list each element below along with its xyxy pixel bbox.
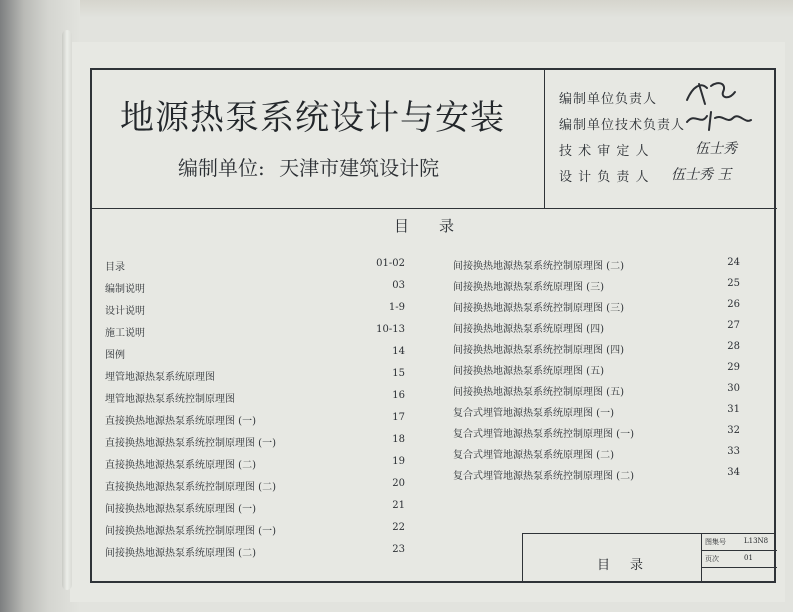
entry-title: 间接换热地源热泵系统控制原理图 (五) xyxy=(453,387,624,398)
signature-1 xyxy=(683,78,743,106)
signature-3: 伍士秀 xyxy=(695,141,737,157)
title-block xyxy=(90,68,544,209)
entry-title: 间接换热地源热泵系统原理图 (一) xyxy=(105,504,256,515)
responsibility-block xyxy=(544,68,777,209)
entry-page: 31 xyxy=(727,404,740,415)
contents-entry xyxy=(105,300,405,322)
atlas-number-row xyxy=(702,534,777,551)
entry-title: 设计说明 xyxy=(105,306,145,317)
entry-title: 间接换热地源热泵系统原理图 (五) xyxy=(453,366,604,377)
contents-entry xyxy=(105,498,405,520)
contents-entry xyxy=(453,402,748,423)
contents-entry xyxy=(453,297,748,318)
entry-title: 间接换热地源热泵系统原理图 (三) xyxy=(453,282,604,293)
entry-title: 复合式埋管地源热泵系统原理图 (二) xyxy=(453,450,614,461)
atlas-number: L13N8 xyxy=(744,537,769,545)
entry-page: 32 xyxy=(727,425,740,436)
entry-title: 埋管地源热泵系统控制原理图 xyxy=(105,394,235,405)
contents-entry xyxy=(453,465,748,486)
org-name: 天津市建筑设计院 xyxy=(279,156,440,180)
contents-entry xyxy=(453,423,748,444)
contents-entry xyxy=(105,476,405,498)
entry-title: 目录 xyxy=(105,262,125,273)
entry-page: 17 xyxy=(392,412,405,423)
entry-page: 34 xyxy=(727,467,740,478)
title-box xyxy=(522,533,776,583)
entry-title: 间接换热地源热泵系统原理图 (二) xyxy=(105,548,256,559)
entry-page: 24 xyxy=(727,257,740,268)
entry-page: 30 xyxy=(727,383,740,394)
signature-4: 伍士秀 王 xyxy=(671,167,732,183)
contents-entry xyxy=(105,388,405,410)
resp-label-4: 设 计 负 责 人 xyxy=(559,170,650,185)
entry-page: 15 xyxy=(392,368,405,379)
main-title: 地源热泵系统设计与安装 xyxy=(120,98,505,138)
contents-entry xyxy=(105,410,405,432)
contents-entry xyxy=(105,454,405,476)
entry-page: 16 xyxy=(392,390,405,401)
contents-entry xyxy=(453,381,748,402)
contents-entry xyxy=(105,520,405,542)
contents-entry xyxy=(453,339,748,360)
signature-2 xyxy=(685,108,755,132)
org-label: 编制单位: xyxy=(178,156,265,180)
org-line xyxy=(178,152,447,181)
entry-page: 19 xyxy=(392,456,405,467)
entry-title: 复合式埋管地源热泵系统控制原理图 (一) xyxy=(453,429,634,440)
resp-label-2: 编制单位技术负责人 xyxy=(559,118,686,133)
entry-title: 直接换热地源热泵系统原理图 (一) xyxy=(105,416,256,427)
entry-page: 01-02 xyxy=(376,258,405,269)
entry-page: 10-13 xyxy=(376,324,405,335)
entry-page: 1-9 xyxy=(388,302,405,313)
entry-page: 23 xyxy=(392,544,405,555)
approval-strip xyxy=(70,84,91,414)
page-number-label: 页次 xyxy=(705,555,719,563)
entry-title: 间接换热地源热泵系统控制原理图 (四) xyxy=(453,345,624,356)
contents-right-column xyxy=(453,255,748,486)
contents-entry xyxy=(105,366,405,388)
contents-heading: 目录 xyxy=(394,217,485,235)
entry-title: 复合式埋管地源热泵系统原理图 (一) xyxy=(453,408,614,419)
entry-page: 03 xyxy=(392,280,405,291)
contents-entry xyxy=(105,278,405,300)
contents-entry xyxy=(453,255,748,276)
contents-entry xyxy=(453,444,748,465)
contents-left-column xyxy=(105,256,405,564)
entry-page: 20 xyxy=(392,478,405,489)
entry-page: 27 xyxy=(727,320,740,331)
entry-page: 21 xyxy=(392,500,405,511)
entry-page: 29 xyxy=(727,362,740,373)
entry-page: 28 xyxy=(727,341,740,352)
resp-label-3: 技 术 审 定 人 xyxy=(559,144,650,159)
contents-entry xyxy=(453,360,748,381)
contents-entry xyxy=(105,344,405,366)
page-number-row xyxy=(702,551,777,568)
contents-entry xyxy=(453,276,748,297)
contents-entry xyxy=(453,318,748,339)
entry-title: 复合式埋管地源热泵系统控制原理图 (二) xyxy=(453,471,634,482)
entry-title: 埋管地源热泵系统原理图 xyxy=(105,372,215,383)
entry-page: 25 xyxy=(727,278,740,289)
contents-entry xyxy=(105,432,405,454)
contents-entry xyxy=(105,322,405,344)
entry-page: 14 xyxy=(392,346,405,357)
entry-title: 图例 xyxy=(105,350,125,361)
entry-title: 间接换热地源热泵系统原理图 (四) xyxy=(453,324,604,335)
entry-title: 直接换热地源热泵系统控制原理图 (二) xyxy=(105,482,276,493)
entry-title: 间接换热地源热泵系统控制原理图 (三) xyxy=(453,303,624,314)
resp-label-1: 编制单位负责人 xyxy=(559,92,658,107)
entry-title: 直接换热地源热泵系统控制原理图 (一) xyxy=(105,438,276,449)
top-shadow xyxy=(0,0,793,18)
contents-entry xyxy=(105,256,405,278)
page-number: 01 xyxy=(744,554,753,562)
entry-title: 施工说明 xyxy=(105,328,145,339)
title-box-meta xyxy=(701,534,777,582)
entry-title: 间接换热地源热泵系统控制原理图 (一) xyxy=(105,526,276,537)
entry-title: 编制说明 xyxy=(105,284,145,295)
entry-page: 22 xyxy=(392,522,405,533)
entry-title: 间接换热地源热泵系统控制原理图 (二) xyxy=(453,261,624,272)
entry-title: 直接换热地源热泵系统原理图 (二) xyxy=(105,460,256,471)
entry-page: 33 xyxy=(727,446,740,457)
title-box-title: 目录 xyxy=(597,558,664,573)
entry-page: 18 xyxy=(392,434,405,445)
entry-page: 26 xyxy=(727,299,740,310)
atlas-number-label: 图集号 xyxy=(705,538,726,546)
contents-entry xyxy=(105,542,405,564)
